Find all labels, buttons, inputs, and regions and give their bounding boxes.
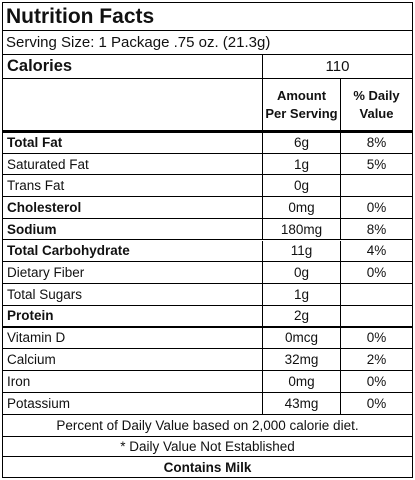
calories-label: Calories (7, 57, 73, 75)
serving-size: Serving Size: 1 Package .75 oz. (21.3g) (6, 34, 271, 51)
daily-value-header (340, 79, 412, 130)
nutrition-facts-label (2, 2, 413, 478)
nutrient-name: Cholesterol (7, 199, 82, 215)
nutrient-name: Total Sugars (7, 286, 83, 302)
title-row (3, 3, 412, 31)
footnote-daily-value: Percent of Daily Value based on 2,000 calorie diet. (56, 418, 359, 433)
nutrient-amount: 180mg (262, 219, 340, 240)
nutrient-name: Total Carbohydrate (7, 243, 130, 259)
table-row (3, 154, 412, 176)
footnote-not-established: * Daily Value Not Established (120, 439, 295, 454)
dv-header-line1: % Daily (353, 87, 400, 103)
calories-value (262, 55, 412, 78)
amount-header-line1: Amount (276, 87, 327, 103)
serving-row (3, 31, 412, 55)
table-row (3, 371, 412, 393)
calories-number: 110 (325, 58, 350, 75)
nutrient-name: Saturated Fat (7, 156, 89, 172)
table-row (3, 132, 412, 154)
nutrient-daily-value: 4% (340, 241, 412, 262)
nutrient-daily-value: 2% (340, 349, 412, 370)
table-row (3, 262, 412, 284)
allergen-row (3, 457, 412, 477)
amount-header-line2: Per Serving (265, 105, 338, 121)
table-row (3, 175, 412, 197)
dv-header-line2: Value (359, 105, 394, 121)
header-blank (3, 79, 262, 130)
nutrient-name: Trans Fat (7, 178, 65, 194)
nutrient-amount: 0mcg (262, 327, 340, 348)
nutrient-name: Sodium (7, 221, 57, 237)
nutrient-name: Total Fat (7, 134, 63, 150)
nutrient-daily-value (340, 284, 412, 305)
table-row (3, 219, 412, 241)
table-row (3, 284, 412, 306)
nutrient-amount: 0g (262, 262, 340, 283)
table-row (3, 241, 412, 263)
nutrient-daily-value: 0% (340, 393, 412, 414)
nutrient-name: Protein (7, 308, 54, 324)
nutrient-daily-value: 8% (340, 132, 412, 153)
nutrient-amount: 2g (262, 306, 340, 327)
footnote-dv-row (3, 415, 412, 437)
nutrient-amount: 43mg (262, 393, 340, 414)
nutrient-daily-value: 0% (340, 327, 412, 348)
amount-per-serving-header (262, 79, 340, 130)
nutrient-daily-value: 0% (340, 262, 412, 283)
nutrient-daily-value (340, 175, 412, 196)
nutrient-daily-value: 0% (340, 197, 412, 218)
nutrient-amount: 11g (262, 241, 340, 262)
nutrient-name: Potassium (7, 396, 71, 411)
allergen-statement: Contains Milk (163, 459, 252, 475)
label-title: Nutrition Facts (6, 4, 155, 28)
nutrient-daily-value: 8% (340, 219, 412, 240)
nutrient-daily-value: 0% (340, 371, 412, 392)
table-row (3, 197, 412, 219)
nutrient-amount: 0mg (262, 197, 340, 218)
nutrient-amount: 32mg (262, 349, 340, 370)
nutrient-amount: 0mg (262, 371, 340, 392)
nutrient-name: Calcium (7, 352, 56, 367)
nutrient-amount: 0g (262, 175, 340, 196)
table-row (3, 349, 412, 371)
nutrient-name: Vitamin D (7, 330, 66, 345)
footnote-ne-row (3, 437, 412, 457)
column-header-row (3, 79, 412, 131)
table-row (3, 327, 412, 349)
nutrient-amount: 1g (262, 284, 340, 305)
nutrient-name: Dietary Fiber (7, 265, 85, 281)
nutrient-name: Iron (7, 374, 31, 389)
calories-row (3, 55, 412, 79)
nutrient-amount: 1g (262, 154, 340, 175)
nutrient-amount: 6g (262, 132, 340, 153)
table-row (3, 306, 412, 328)
nutrient-daily-value (340, 306, 412, 327)
table-row (3, 393, 412, 415)
nutrient-daily-value: 5% (340, 154, 412, 175)
